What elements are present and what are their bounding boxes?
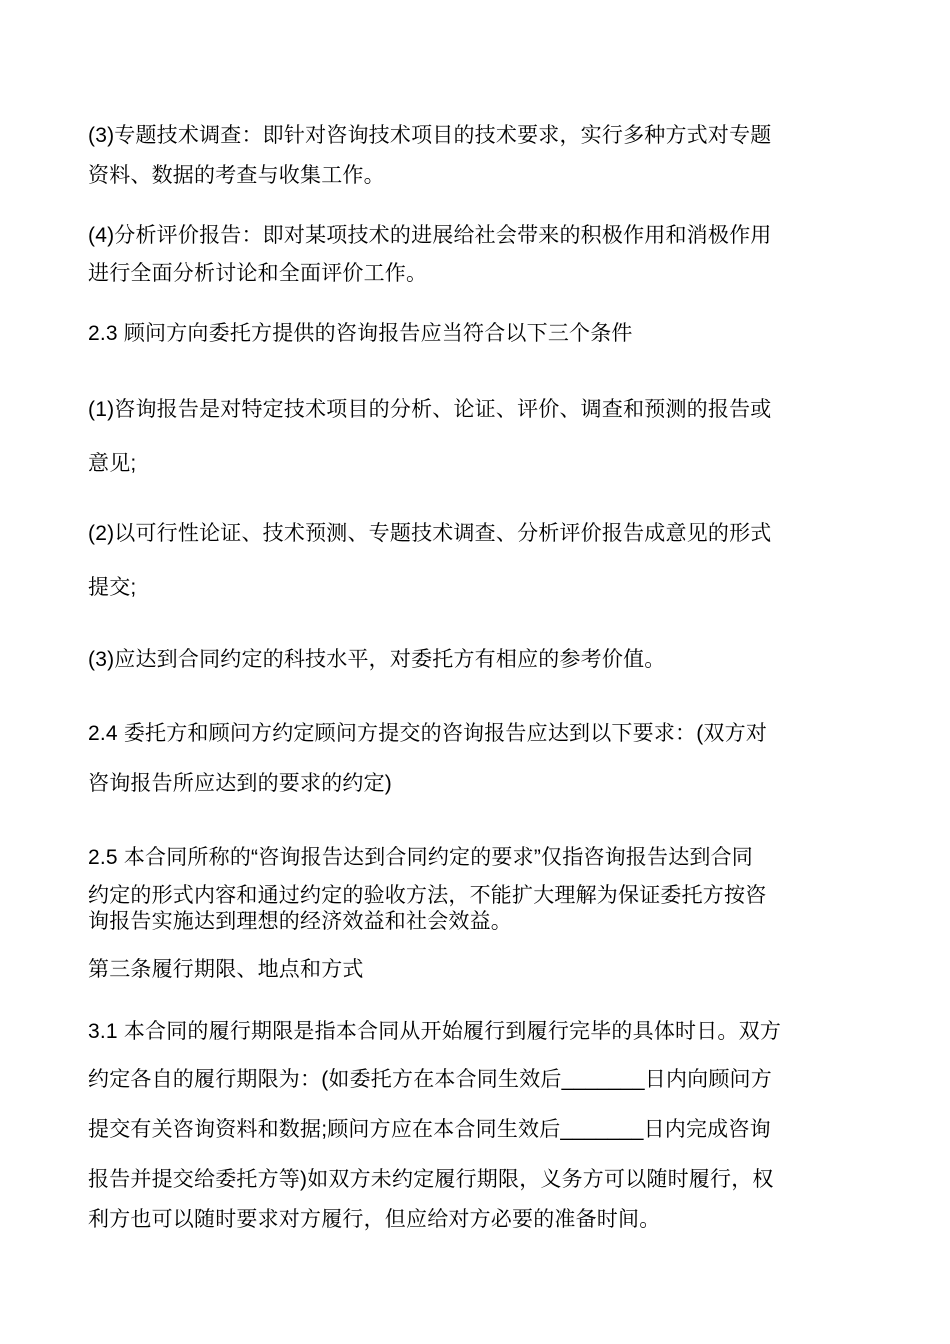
clause-3-line-1: (3)专题技术调查：即针对咨询技术项目的技术要求，实行多种方式对专题 xyxy=(88,124,772,147)
section-3-1-line-4: 报告并提交给委托方等)如双方未约定履行期限，义务方可以随时履行，权 xyxy=(88,1168,774,1191)
section-2-4-line-1: 2.4 委托方和顾问方约定顾问方提交的咨询报告应达到以下要求：(双方对 xyxy=(88,722,768,745)
item-1-line-1: (1)咨询报告是对特定技术项目的分析、论证、评价、调查和预测的报告或 xyxy=(88,398,772,421)
article-3-heading: 第三条履行期限、地点和方式 xyxy=(88,958,364,981)
item-1-line-2: 意见; xyxy=(88,452,137,475)
item-3-line: (3)应达到合同约定的科技水平，对委托方有相应的参考价值。 xyxy=(88,648,666,671)
section-3-1-line-3: 提交有关咨询资料和数据;顾问方应在本合同生效后_______日内完成咨询 xyxy=(88,1118,771,1141)
section-3-1-line-2: 约定各自的履行期限为：(如委托方在本合同生效后_______日内向顾问方 xyxy=(88,1068,772,1091)
item-2-line-1: (2)以可行性论证、技术预测、专题技术调查、分析评价报告成意见的形式 xyxy=(88,522,772,545)
clause-4-line-1: (4)分析评价报告：即对某项技术的进展给社会带来的积极作用和消极作用 xyxy=(88,224,772,247)
section-3-1-line-1: 3.1 本合同的履行期限是指本合同从开始履行到履行完毕的具体时日。双方 xyxy=(88,1020,782,1043)
section-2-5-line-2: 约定的形式内容和通过约定的验收方法，不能扩大理解为保证委托方按咨 xyxy=(88,884,767,907)
clause-4-line-2: 进行全面分析讨论和全面评价工作。 xyxy=(88,262,428,285)
section-2-3-heading: 2.3 顾问方向委托方提供的咨询报告应当符合以下三个条件 xyxy=(88,322,633,345)
section-2-4-line-2: 咨询报告所应达到的要求的约定) xyxy=(88,772,392,795)
item-2-line-2: 提交; xyxy=(88,576,137,599)
section-3-1-line-5: 利方也可以随时要求对方履行，但应给对方必要的准备时间。 xyxy=(88,1208,661,1231)
clause-3-line-2: 资料、数据的考查与收集工作。 xyxy=(88,164,385,187)
section-2-5-line-3: 询报告实施达到理想的经济效益和社会效益。 xyxy=(88,910,512,933)
section-2-5-line-1: 2.5 本合同所称的“咨询报告达到合同约定的要求”仅指咨询报告达到合同 xyxy=(88,846,754,869)
